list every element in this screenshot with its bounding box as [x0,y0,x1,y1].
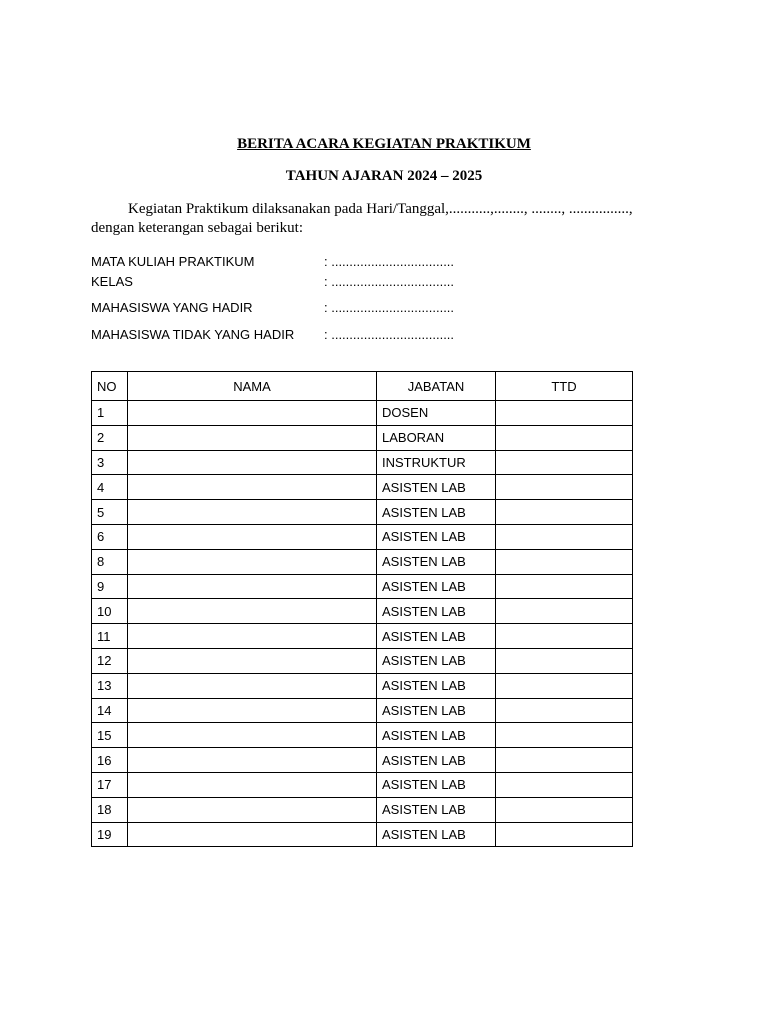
header-jabatan: JABATAN [377,372,496,401]
attendance-table [91,371,633,847]
table-row [92,425,633,450]
field-label: MATA KULIAH PRAKTIKUM [91,254,255,269]
document-subtitle: TAHUN AJARAN 2024 – 2025 [285,168,483,184]
cell-ttd [496,648,633,673]
table-row [92,599,633,624]
cell-ttd [496,524,633,549]
cell-jabatan: ASISTEN LAB [377,822,496,847]
table-header-row [92,372,633,401]
header-nama: NAMA [128,372,377,401]
cell-ttd [496,450,633,475]
cell-no: 2 [92,425,128,450]
cell-ttd [496,723,633,748]
cell-nama [128,549,377,574]
table-row [92,524,633,549]
cell-no: 3 [92,450,128,475]
cell-nama [128,648,377,673]
field-label: MAHASISWA TIDAK YANG HADIR [91,327,295,342]
cell-jabatan: ASISTEN LAB [377,797,496,822]
cell-no: 15 [92,723,128,748]
cell-nama [128,797,377,822]
cell-ttd [496,797,633,822]
table-row [92,401,633,426]
cell-nama [128,624,377,649]
table-row [92,723,633,748]
cell-no: 10 [92,599,128,624]
cell-jabatan: INSTRUKTUR [377,450,496,475]
cell-no: 11 [92,624,128,649]
cell-jabatan: ASISTEN LAB [377,698,496,723]
cell-no: 9 [92,574,128,599]
cell-no: 14 [92,698,128,723]
table-row [92,549,633,574]
field-value: : .................................. [324,300,455,315]
table-row [92,822,633,847]
cell-nama [128,475,377,500]
cell-nama [128,425,377,450]
table-row [92,748,633,773]
cell-nama [128,723,377,748]
cell-nama [128,524,377,549]
table-row [92,772,633,797]
cell-jabatan: ASISTEN LAB [377,648,496,673]
cell-nama [128,822,377,847]
table-row [92,574,633,599]
cell-jabatan: LABORAN [377,425,496,450]
cell-ttd [496,401,633,426]
cell-no: 4 [92,475,128,500]
cell-jabatan: ASISTEN LAB [377,500,496,525]
cell-nama [128,450,377,475]
cell-nama [128,500,377,525]
cell-jabatan: ASISTEN LAB [377,673,496,698]
cell-nama [128,698,377,723]
cell-jabatan: ASISTEN LAB [377,475,496,500]
table-row [92,475,633,500]
cell-ttd [496,574,633,599]
intro-paragraph-line2: dengan keterangan sebagai berikut: [91,220,303,236]
table-row [92,673,633,698]
cell-jabatan: ASISTEN LAB [377,624,496,649]
cell-no: 16 [92,748,128,773]
table-row [92,624,633,649]
header-no: NO [92,372,128,401]
cell-nama [128,574,377,599]
cell-no: 5 [92,500,128,525]
field-value: : .................................. [324,327,455,342]
cell-ttd [496,822,633,847]
cell-ttd [496,549,633,574]
cell-no: 13 [92,673,128,698]
cell-ttd [496,500,633,525]
cell-no: 17 [92,772,128,797]
cell-no: 12 [92,648,128,673]
intro-paragraph-line1: Kegiatan Praktikum dilaksanakan pada Hari/Tanggal,...........,........, ........, ................, [128,201,633,217]
cell-ttd [496,772,633,797]
cell-no: 1 [92,401,128,426]
header-ttd: TTD [496,372,633,401]
cell-jabatan: ASISTEN LAB [377,524,496,549]
cell-jabatan: ASISTEN LAB [377,574,496,599]
field-value: : .................................. [324,254,455,269]
field-label: MAHASISWA YANG HADIR [91,300,253,315]
cell-no: 6 [92,524,128,549]
cell-nama [128,772,377,797]
table-row [92,698,633,723]
document-title: BERITA ACARA KEGIATAN PRAKTIKUM [237,136,531,152]
cell-ttd [496,673,633,698]
cell-jabatan: ASISTEN LAB [377,599,496,624]
table-row [92,500,633,525]
cell-nama [128,401,377,426]
cell-ttd [496,599,633,624]
table-row [92,450,633,475]
cell-no: 8 [92,549,128,574]
cell-nama [128,599,377,624]
cell-nama [128,748,377,773]
cell-nama [128,673,377,698]
cell-no: 18 [92,797,128,822]
table-body [92,401,633,847]
cell-jabatan: ASISTEN LAB [377,748,496,773]
table-row [92,648,633,673]
cell-no: 19 [92,822,128,847]
cell-ttd [496,475,633,500]
cell-ttd [496,624,633,649]
cell-ttd [496,748,633,773]
cell-ttd [496,698,633,723]
field-label: KELAS [91,274,133,289]
cell-jabatan: DOSEN [377,401,496,426]
cell-ttd [496,425,633,450]
cell-jabatan: ASISTEN LAB [377,549,496,574]
field-value: : .................................. [324,274,455,289]
cell-jabatan: ASISTEN LAB [377,772,496,797]
cell-jabatan: ASISTEN LAB [377,723,496,748]
table-row [92,797,633,822]
